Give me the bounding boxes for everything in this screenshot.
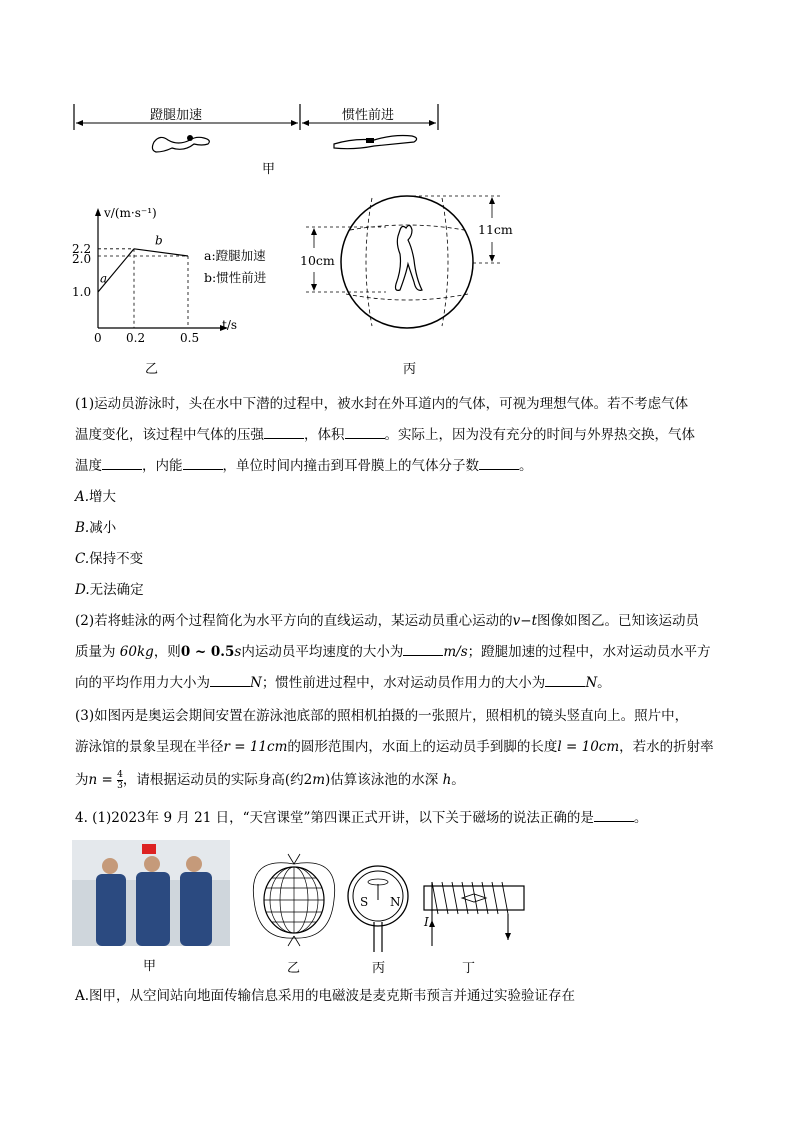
series-line-a — [98, 249, 134, 292]
blank-avg-force[interactable] — [210, 674, 250, 687]
q3-line2: 游泳馆的景象呈现在半径r = 11cm的圆形范围内，水面上的运动员手到脚的长度l = 10cm，若水的折射率 — [75, 739, 714, 755]
x-tick-label: 0 — [94, 331, 102, 345]
q4-line1: 4. (1)2023年 9 月 21 日，“天宫课堂”第四课正式开讲，以下关于磁场的说法正确的是 。 — [75, 810, 648, 826]
q2-line3: 向的平均作用力大小为 N；惯性前进过程中，水对运动员作用力的大小为 N。 — [75, 675, 611, 691]
q4-option-a: A.图甲，从空间站向地面传输信息采用的电磁波是麦克斯韦预言并通过实验验证存在 — [75, 988, 576, 1004]
dim-11cm: 11cm — [478, 222, 513, 237]
blank-internal-energy[interactable] — [183, 457, 223, 470]
legend-b: b:惯性前进 — [204, 270, 267, 285]
q2-line2: 质量为 60kg，则0 ~ 0.5s内运动员平均速度的大小为 m/s；蹬腿加速的过程中，水对运动员水平方 — [75, 644, 711, 660]
q1-line2: 温度变化，该过程中气体的压强 ，体积 。实际上，因为没有充分的时间与外界热交换，气体 — [75, 427, 695, 443]
legend-a: a:蹬腿加速 — [204, 248, 266, 263]
fraction-four-thirds: $\frac{4}{3}$ — [117, 770, 123, 791]
earth-magnetic-field-diagram — [250, 850, 340, 950]
blank-glide-force[interactable] — [545, 674, 585, 687]
series-label-a: a — [100, 271, 108, 286]
caption-bing: 丙 — [403, 362, 417, 377]
option-c: C.保持不变 — [75, 551, 144, 567]
x-tick-label: 0.2 — [126, 331, 146, 345]
series-line-b — [134, 249, 188, 256]
x-tick-label: 0.5 — [180, 331, 200, 345]
q3-line1: (3)如图丙是奥运会期间安置在游泳池底部的照相机拍摄的一张照片，照相机的镜头竖直向上。照片中， — [75, 708, 689, 724]
caption-yi: 乙 — [145, 362, 159, 377]
chart-xlabel: t/s — [222, 318, 238, 332]
ring-compass-diagram — [346, 862, 416, 954]
q2-line1: (2)若将蛙泳的两个过程简化为水平方向的直线运动，某运动员重心运动的v−t图像如图乙。已知该运动员 — [75, 613, 699, 629]
caption-jia: 甲 — [262, 162, 276, 177]
chart-ylabel: v/(m·s⁻¹) — [104, 206, 157, 220]
label-kick-accelerate: 蹬腿加速 — [150, 108, 203, 123]
compass-s-label: S — [360, 895, 369, 909]
y-tick-label: 1.0 — [72, 285, 92, 299]
blank-volume[interactable] — [345, 426, 385, 439]
athlete-figure-icon — [396, 225, 423, 290]
option-a: A.增大 — [75, 489, 117, 505]
blank-molecule-count[interactable] — [479, 457, 519, 470]
current-label-i: I — [424, 915, 429, 929]
blank-q4-answer[interactable] — [594, 809, 634, 822]
q1-line3: 温度 ，内能 ，单位时间内撞击到耳骨膜上的气体分子数 。 — [75, 458, 533, 474]
label-inertia-forward: 惯性前进 — [342, 108, 395, 123]
photo-astronauts — [72, 840, 230, 946]
option-d: D.无法确定 — [75, 582, 144, 598]
swimmer-kick-icon — [152, 137, 209, 152]
solenoid-diagram — [418, 870, 528, 950]
blank-avg-speed[interactable] — [403, 643, 443, 656]
y-tick-label: 2.2 — [72, 241, 92, 256]
q1-line1: (1)运动员游泳时，头在水中下潜的过程中，被水封在外耳道内的气体，可视为理想气体。若不考虑气体 — [75, 396, 689, 412]
series-label-b: b — [155, 233, 163, 248]
blank-temperature[interactable] — [102, 457, 142, 470]
compass-n-label: N — [390, 895, 401, 909]
q4-caption-yi: 乙 — [287, 961, 301, 976]
y-tick-label: 2.0 — [72, 252, 92, 266]
q4-caption-ding: 丁 — [462, 961, 476, 976]
swimmer-glide-icon — [334, 136, 417, 149]
dim-10cm: 10cm — [300, 253, 335, 268]
q3-line3: 为n = $\frac{4}{3}$ ，请根据运动员的实际身高(约2m)估算该泳池的水深 h。 — [75, 770, 465, 791]
option-b: B.减小 — [75, 520, 117, 536]
q4-caption-jia: 甲 — [143, 959, 157, 974]
blank-pressure[interactable] — [264, 426, 304, 439]
q4-caption-bing: 丙 — [372, 961, 386, 976]
y-axis-arrow — [95, 208, 101, 216]
